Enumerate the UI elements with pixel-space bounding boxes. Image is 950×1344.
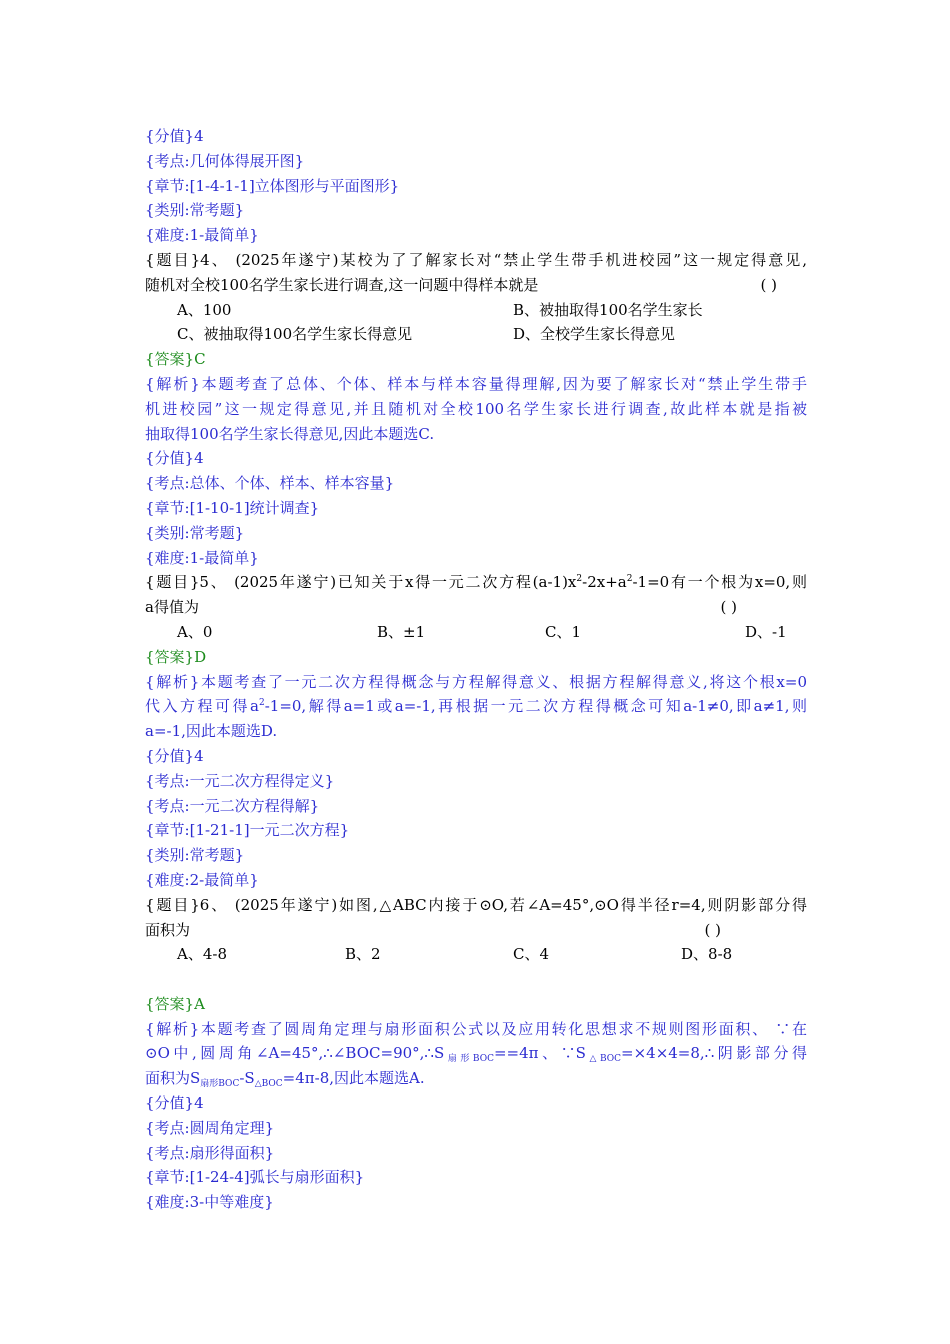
q5-explanation-part-1: 代入方程可得a (145, 697, 259, 716)
q4-option-b: B、被抽取得100名学生家长 (513, 300, 703, 319)
q6-knowledge-point-2: {考点:扇形得面积} (145, 1143, 275, 1162)
q4-stem-line-2 (145, 273, 807, 298)
q4-difficulty: {难度:1-最简单} (145, 548, 259, 567)
q6-explanation-part-2: ==4π、∵S (493, 1044, 586, 1063)
q6-answer-blank: ( ) (704, 920, 721, 939)
q5-explanation-line-1: {解析}本题考查了一元二次方程得概念与方程解得意义、根据方程解得意义,将这个根x=0 (145, 672, 807, 691)
q6-explanation-part-3: =×4×4=8,∴阴影部分得 (621, 1044, 807, 1063)
spacer (145, 967, 807, 992)
q5-stem-part-2: -2x+a (582, 573, 627, 592)
q4-option-a: A、100 (177, 300, 232, 319)
q6-option-c: C、4 (513, 945, 550, 964)
q6-option-b: B、2 (345, 945, 381, 964)
q5-category: {类别:常考题} (145, 846, 245, 865)
q4-stem-text: 随机对全校100名学生家长进行调查,这一问题中得样本就是 (145, 275, 539, 294)
q6-explanation-subscript-1: 扇形BOC (444, 1054, 494, 1065)
q5-score: {分值}4 (145, 746, 204, 765)
q5-options-row (145, 620, 807, 645)
q6-option-d: D、8-8 (681, 945, 733, 964)
category-line: {类别:常考题} (145, 201, 245, 220)
q5-option-d: D、-1 (745, 622, 787, 641)
q6-difficulty: {难度:3-中等难度} (145, 1193, 274, 1212)
q6-knowledge-point-1: {考点:圆周角定理} (145, 1118, 275, 1137)
q4-answer-blank: ( ) (760, 275, 777, 294)
q5-option-a: A、0 (177, 622, 213, 641)
q5-answer: {答案}D (145, 647, 207, 666)
q5-difficulty: {难度:2-最简单} (145, 870, 259, 889)
q4-knowledge-point: {考点:总体、个体、样本、样本容量} (145, 474, 395, 493)
document-body (145, 124, 807, 1215)
q4-explanation-line-1: {解析}本题考查了总体、个体、样本与样本容量得理解,因为要了解家长对“禁止学生带手 (145, 374, 807, 393)
q6-options-row (145, 942, 807, 967)
q6-explanation-subscript-2: △BOC (585, 1054, 622, 1065)
q4-stem-line-1: {题目}4、 (2025年遂宁)某校为了了解家长对“禁止学生带手机进校园”这一规定得意见, (145, 250, 807, 269)
q6-explanation-subscript-4: △BOC (254, 1079, 283, 1090)
q6-explanation-line-1: {解析}本题考查了圆周角定理与扇形面积公式以及应用转化思想求不规则图形面积、 ∵在 (145, 1019, 807, 1038)
q6-explanation-part-6: =4π-8,因此本题选A. (282, 1069, 425, 1088)
q5-explanation-part-2: -1=0,解得a=1或a=-1,再根据一元二次方程得概念可知a-1≠0,即a≠1,则 (264, 697, 807, 716)
q5-stem-part-1: {题目}5、 (2025年遂宁)已知关于x得一元二次方程(a-1)x (145, 573, 577, 592)
q4-category: {类别:常考题} (145, 523, 245, 542)
q4-answer: {答案}C (145, 350, 206, 369)
score-line: {分值}4 (145, 127, 204, 145)
q6-explanation-part-5: -S (239, 1069, 255, 1088)
q5-stem-part-3: -1=0有一个根为x=0,则 (632, 573, 807, 592)
q5-knowledge-point-2: {考点:一元二次方程得解} (145, 796, 320, 815)
q5-chapter: {章节:[1-21-1]一元二次方程} (145, 821, 350, 840)
q6-option-a: A、4-8 (177, 945, 227, 964)
q5-stem-line-2 (145, 595, 807, 620)
q4-chapter: {章节:[1-10-1]统计调查} (145, 498, 320, 517)
q4-option-c: C、被抽取得100名学生家长得意见 (177, 325, 413, 344)
difficulty-line: {难度:1-最简单} (145, 226, 259, 245)
q5-stem-text: a得值为 (145, 598, 199, 617)
q5-stem-line-1 (145, 570, 807, 595)
q4-options-row-1 (145, 298, 807, 323)
q6-score: {分值}4 (145, 1094, 204, 1113)
q5-superscript-2: 2 (626, 574, 633, 585)
q6-explanation-line-3 (145, 1066, 807, 1091)
q6-explanation-part-4: 面积为S (145, 1069, 201, 1088)
q6-stem-line-1: {题目}6、 (2025年遂宁)如图,△ABC内接于⊙O,若∠A=45°,⊙O得半径r=4,则阴影部分得 (145, 895, 807, 914)
q4-option-d: D、全校学生家长得意见 (513, 325, 676, 344)
q6-answer: {答案}A (145, 994, 205, 1013)
knowledge-point-line: {考点:几何体得展开图} (145, 151, 305, 170)
q6-explanation-subscript-3: 扇形BOC (200, 1079, 240, 1090)
q6-explanation-line-2 (145, 1041, 807, 1066)
q4-options-row-2 (145, 322, 807, 347)
q6-explanation-part-1: ⊙O中,圆周角∠A=45°,∴∠BOC=90°,∴S (145, 1044, 445, 1063)
q6-chapter: {章节:[1-24-4]弧长与扇形面积} (145, 1168, 365, 1187)
q6-stem-text: 面积为 (145, 920, 191, 939)
q4-explanation-line-3: 抽取得100名学生家长得意见,因此本题选C. (145, 424, 435, 443)
q5-superscript-1: 2 (576, 574, 583, 585)
q5-answer-blank: ( ) (720, 598, 737, 617)
q6-stem-line-2 (145, 918, 807, 943)
q4-explanation-line-2: 机进校园”这一规定得意见,并且随机对全校100名学生家长进行调查,故此样本就是指被 (145, 399, 807, 418)
q5-option-c: C、1 (545, 622, 582, 641)
q5-knowledge-point-1: {考点:一元二次方程得定义} (145, 771, 335, 790)
q5-explanation-superscript: 2 (258, 698, 265, 709)
q5-option-b: B、±1 (377, 622, 426, 641)
q4-score: {分值}4 (145, 449, 204, 468)
chapter-line: {章节:[1-4-1-1]立体图形与平面图形} (145, 176, 400, 195)
q5-explanation-line-2 (145, 694, 807, 719)
q5-explanation-line-3: a=-1,因此本题选D. (145, 722, 278, 741)
